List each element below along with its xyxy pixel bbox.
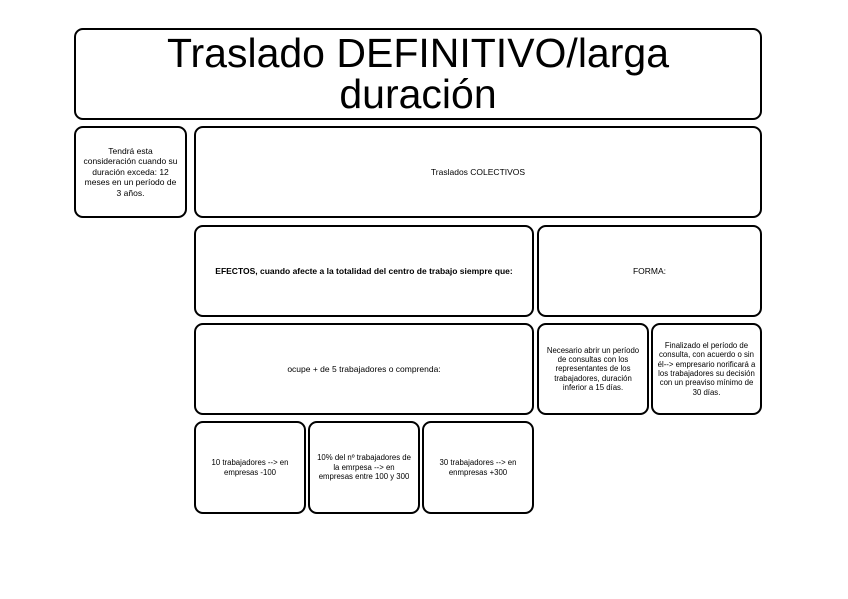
diez-trabajadores-node: 10 trabajadores --> en empresas -100 xyxy=(194,421,306,514)
treinta-trabajadores-node: 30 trabajadores --> en enmpresas +300 xyxy=(422,421,534,514)
periodo-consultas-node: Necesario abrir un período de consultas con los representantes de los trabajadores, duración inferior a 15 días. xyxy=(537,323,649,415)
ocupe-node: ocupe + de 5 trabajadores o comprenda: xyxy=(194,323,534,415)
consideracion-node: Tendrá esta consideración cuando su duración exceda: 12 meses en un período de 3 años. xyxy=(74,126,187,218)
finalizado-consulta-node: Finalizado el período de consulta, con acuerdo o sin él--> empresario norificará a los trabajadores su decisión con un preaviso mínimo de 30 días. xyxy=(651,323,762,415)
forma-node: FORMA: xyxy=(537,225,762,317)
diez-por-ciento-node: 10% del nº trabajadores de la emrpesa --> en empresas entre 100 y 300 xyxy=(308,421,420,514)
efectos-node: EFECTOS, cuando afecte a la totalidad del centro de trabajo siempre que: xyxy=(194,225,534,317)
diagram-title: Traslado DEFINITIVO/larga duración xyxy=(74,28,762,120)
traslados-colectivos-node: Traslados COLECTIVOS xyxy=(194,126,762,218)
